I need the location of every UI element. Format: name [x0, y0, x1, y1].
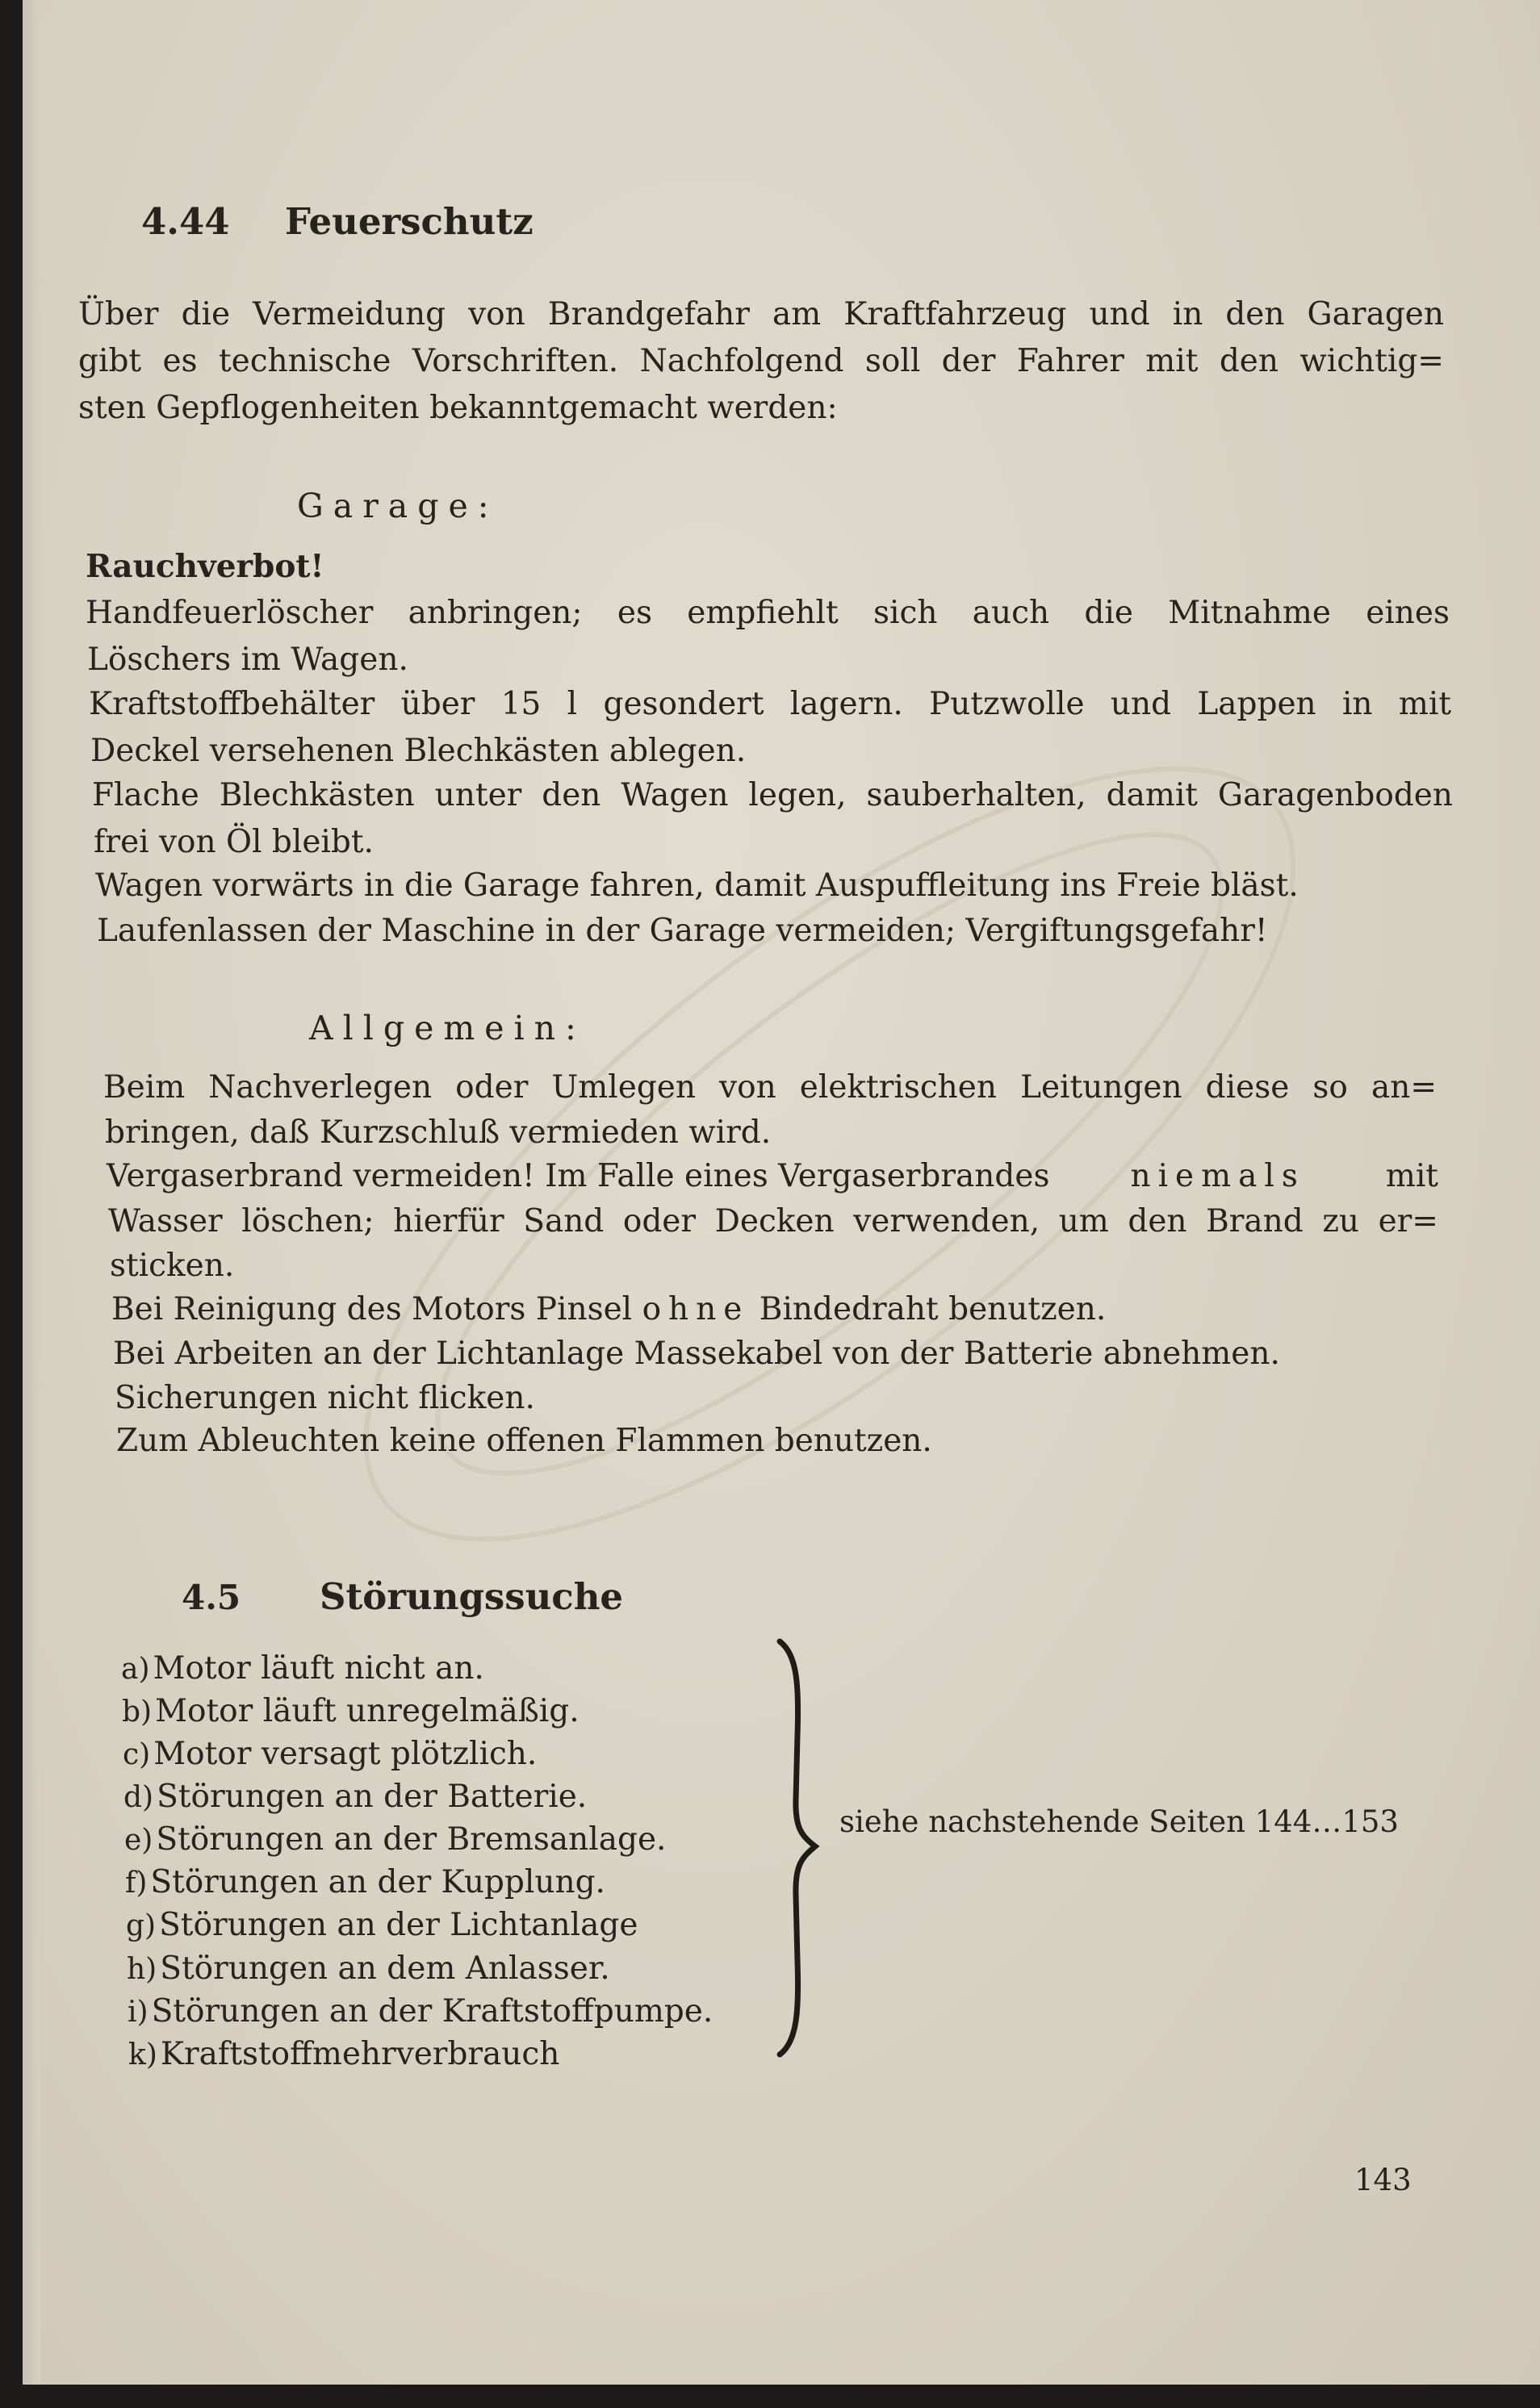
garage-line: Wagen vorwärts in die Garage fahren, damit Auspuffleitung ins Freie bläst.: [95, 867, 1299, 904]
vergaser-text-end: mit: [1385, 1158, 1438, 1194]
page-number: 143: [1354, 2163, 1412, 2197]
list-item-label: e): [124, 1824, 153, 1857]
vergaser-text: Vergaserbrand vermeiden! Im Falle eines Vergaserbrandes: [107, 1158, 1050, 1194]
allgemein-line: Beim Nachverlegen oder Umlegen von elektrischen Leitungen diese so an=: [103, 1069, 1437, 1106]
list-item-text: Motor läuft nicht an.: [153, 1650, 484, 1687]
emphasis-niemals: niemals: [1130, 1158, 1305, 1194]
allgemein-line: Bei Arbeiten an der Lichtanlage Massekabel von der Batterie abnehmen.: [113, 1336, 1280, 1372]
list-item: [125, 1864, 605, 1900]
subheading-allgemein: Allgemein:: [309, 1009, 586, 1047]
pinsel-text: Bei Reinigung des Motors Pinsel: [111, 1291, 633, 1327]
intro-line: sten Gepflogenheiten bekanntgemacht werden:: [78, 390, 838, 426]
section-number: 4.44: [141, 200, 230, 243]
garage-line: frei von Öl bleibt.: [94, 824, 374, 860]
list-item-text: Störungen an der Bremsanlage.: [156, 1821, 667, 1858]
list-item: [128, 1993, 714, 2030]
section-number: 4.5: [182, 1578, 241, 1617]
list-item-label: c): [123, 1738, 151, 1771]
subheading-garage: Garage:: [297, 487, 499, 525]
allgemein-line: Zum Ableuchten keine offenen Flammen benutzen.: [116, 1423, 932, 1459]
list-item-label: a): [121, 1653, 150, 1686]
list-item-text: Kraftstoffmehrverbrauch: [160, 2036, 560, 2072]
allgemein-line: Sicherungen nicht flicken.: [115, 1380, 535, 1416]
garage-line: Kraftstoffbehälter über 15 l gesondert lagern. Putzwolle und Lappen in mit: [89, 686, 1451, 722]
list-item: [123, 1738, 537, 1770]
allgemein-line: sticken.: [110, 1248, 235, 1284]
intro-line: gibt es technische Vorschriften. Nachfolgend soll der Fahrer mit den wichtig=: [78, 343, 1444, 379]
garage-line: Handfeuerlöscher anbringen; es empfiehlt sich auch die Mitnahme eines: [86, 595, 1450, 631]
list-item-text: Störungen an dem Anlasser.: [160, 1950, 610, 1987]
list-item-label: h): [127, 1953, 157, 1986]
list-item-label: b): [122, 1695, 153, 1729]
garage-line: Flache Blechkästen unter den Wagen legen, sauberhalten, damit Garagenboden: [92, 777, 1453, 813]
list-item: [126, 1909, 638, 1941]
list-item-text: Motor läuft unregelmäßig.: [155, 1693, 580, 1729]
allgemein-pinsel-line: [111, 1291, 1107, 1327]
list-item-label: g): [126, 1909, 157, 1942]
list-item: [127, 1950, 610, 1987]
garage-line: Laufenlassen der Maschine in der Garage vermeiden; Vergiftungsgefahr!: [97, 913, 1268, 949]
list-item-text: Störungen an der Lichtanlage: [159, 1907, 638, 1943]
garage-line: Deckel versehenen Blechkästen ablegen.: [90, 733, 747, 769]
list-item: [123, 1779, 588, 1815]
allgemein-line: Wasser löschen; hierfür Sand oder Decken verwenden, um den Brand zu er=: [108, 1203, 1438, 1240]
garage-first-line: Rauchverbot!: [86, 548, 324, 585]
pinsel-text-end: Bindedraht benutzen.: [759, 1291, 1107, 1327]
list-item-text: Störungen an der Kraftstoffpumpe.: [151, 1993, 714, 2030]
curly-brace-icon: [773, 1638, 830, 2058]
intro-line: Über die Vermeidung von Brandgefahr am Kraftfahrzeug und in den Garagen: [78, 296, 1444, 332]
allgemein-vergaser-line: [107, 1160, 1438, 1192]
list-item-text: Störungen an der Kupplung.: [150, 1864, 605, 1900]
list-item: [122, 1695, 580, 1727]
list-item: [121, 1650, 484, 1687]
book-page: [23, 0, 1540, 2385]
allgemein-line: bringen, daß Kurzschluß vermieden wird.: [105, 1114, 772, 1151]
reference-note: siehe nachstehende Seiten 144…153: [839, 1804, 1399, 1839]
list-item-label: f): [125, 1867, 148, 1900]
list-item: [128, 2038, 559, 2070]
page-binding-edge: [23, 0, 40, 2385]
list-item-label: k): [128, 2038, 157, 2071]
list-item-text: Motor versagt plötzlich.: [153, 1736, 538, 1772]
section-title: Feuerschutz: [285, 200, 534, 243]
list-item-label: d): [123, 1781, 154, 1814]
section-title: Störungssuche: [320, 1575, 624, 1618]
emphasis-ohne: ohne: [642, 1291, 750, 1327]
garage-line: Löschers im Wagen.: [87, 642, 408, 678]
list-item-label: i): [128, 1996, 149, 2029]
list-item-text: Störungen an der Batterie.: [157, 1779, 588, 1815]
list-item: [124, 1821, 667, 1858]
